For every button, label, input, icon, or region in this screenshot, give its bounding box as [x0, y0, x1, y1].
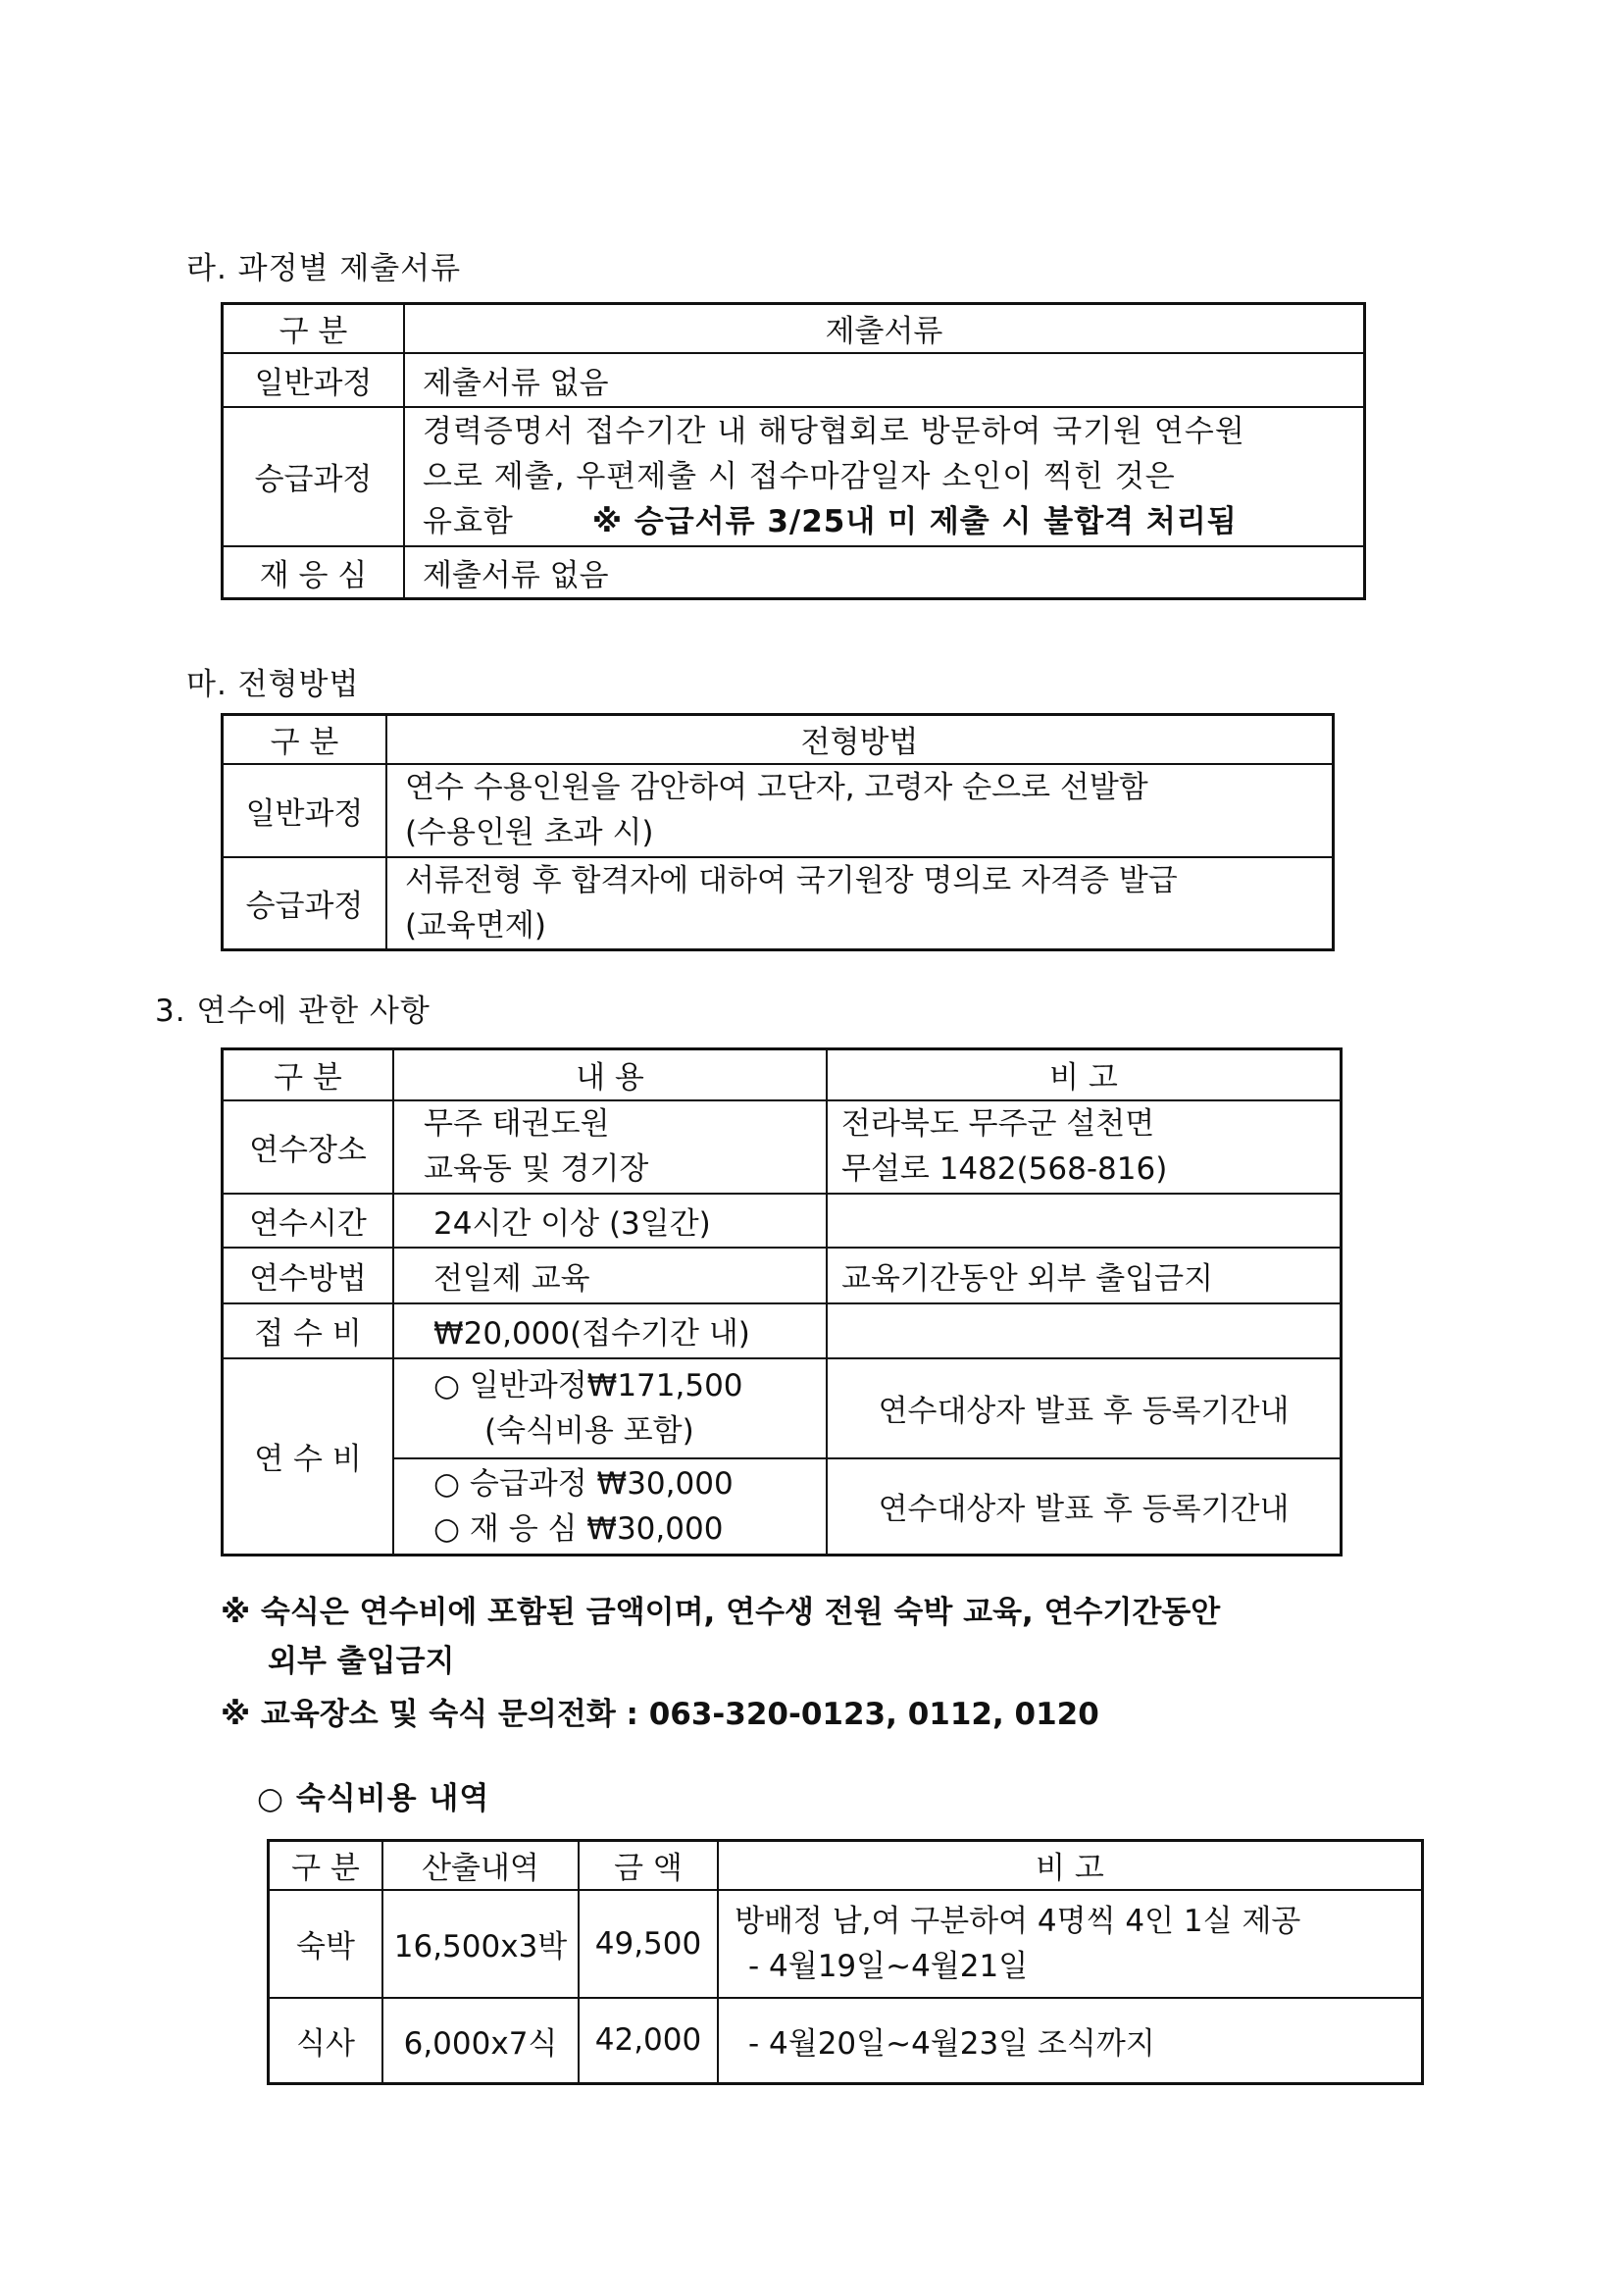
row-note-line: 전라북도 무주군 설천면	[841, 1106, 1155, 1142]
row-note: - 4월20일~4월23일 조식까지	[718, 1998, 1423, 2084]
row-label: 일반과정	[223, 353, 405, 407]
selection-method-table	[221, 713, 1335, 951]
row-note-line: 무설로 1482(568-816)	[841, 1151, 1168, 1187]
table-row	[223, 353, 1365, 407]
row-note: 연수대상자 발표 후 등록기간내	[827, 1458, 1342, 1556]
table-row	[223, 1100, 1342, 1194]
section-3-heading: 3. 연수에 관한 사항	[155, 994, 431, 1029]
meals-cost-heading: ○ 숙식비용 내역	[257, 1781, 490, 1816]
row-note: 연수대상자 발표 후 등록기간내	[827, 1358, 1342, 1458]
table-row	[223, 546, 1365, 599]
notice-line: 외부 출입금지	[268, 1644, 455, 1679]
submission-docs-table	[221, 302, 1366, 600]
row-content-line: (교육면제)	[405, 907, 546, 944]
table-header: 구 분	[269, 1841, 383, 1890]
table-row	[269, 1890, 1423, 1998]
row-content: 제출서류 없음	[404, 546, 1365, 599]
row-content-line: (수용인원 초과 시)	[405, 815, 654, 850]
row-content: 제출서류 없음	[404, 353, 1365, 407]
row-amount: 49,500	[579, 1890, 718, 1998]
row-label: 승급과정	[223, 407, 405, 546]
row-note-line: - 4월19일~4월21일	[748, 1948, 1029, 1984]
section-ra-heading: 라. 과정별 제출서류	[186, 251, 462, 286]
row-content-line: ○ 승급과정 ₩30,000	[433, 1465, 734, 1502]
table-row	[223, 857, 1334, 950]
table-row	[269, 1998, 1423, 2084]
row-label: 재 응 심	[223, 546, 405, 599]
row-label: 숙박	[269, 1890, 383, 1998]
table-row	[223, 1248, 1342, 1303]
row-label: 연수방법	[223, 1248, 394, 1303]
row-content-line: 서류전형 후 합격자에 대하여 국기원장 명의로 자격증 발급	[405, 862, 1178, 898]
row-content-line: 경력증명서 접수기간 내 해당협회로 방문하여 국기원 연수원	[423, 413, 1245, 449]
row-label: 승급과정	[223, 857, 387, 950]
row-note-line: 방배정 남,여 구분하여 4명씩 4인 1실 제공	[735, 1903, 1301, 1939]
table-row	[223, 1303, 1342, 1358]
row-label: 연수장소	[223, 1100, 394, 1194]
notice-meals	[221, 1588, 1446, 1686]
table-row	[223, 1194, 1342, 1248]
row-content: ₩20,000(접수기간 내)	[393, 1303, 827, 1358]
row-content-line: (숙식비용 포함)	[484, 1412, 694, 1449]
row-label: 접 수 비	[223, 1303, 394, 1358]
table-row	[223, 407, 1365, 546]
section-ma-heading: 마. 전형방법	[186, 667, 360, 702]
row-content-line: 무주 태권도원	[424, 1106, 610, 1142]
table-header: 구 분	[223, 1049, 394, 1100]
deadline-warning: ※ 승급서류 3/25내 미 제출 시 불합격 처리됨	[591, 503, 1238, 539]
row-amount: 42,000	[579, 1998, 718, 2084]
notice-line: ※ 숙식은 연수비에 포함된 금액이며, 연수생 전원 숙박 교육, 연수기간동안	[221, 1595, 1221, 1630]
row-content: 24시간 이상 (3일간)	[393, 1194, 827, 1248]
table-header: 전형방법	[386, 715, 1334, 764]
row-content-line: ○ 재 응 심 ₩30,000	[433, 1510, 724, 1547]
row-note: 교육기간동안 외부 출입금지	[827, 1248, 1342, 1303]
row-calc: 16,500x3박	[382, 1890, 579, 1998]
table-header: 비 고	[718, 1841, 1423, 1890]
row-content-line: ○ 일반과정₩171,500	[433, 1367, 743, 1403]
table-header: 구 분	[223, 715, 387, 764]
table-header: 비 고	[827, 1049, 1342, 1100]
table-header: 산출내역	[382, 1841, 579, 1890]
table-header: 내 용	[393, 1049, 827, 1100]
row-content-line: 연수 수용인원을 감안하여 고단자, 고령자 순으로 선발함	[405, 770, 1148, 805]
meals-cost-table	[267, 1839, 1424, 2085]
row-content-line: 유효함	[423, 503, 514, 539]
row-calc: 6,000x7식	[382, 1998, 579, 2084]
training-info-table	[221, 1047, 1343, 1556]
row-label: 연 수 비	[223, 1358, 394, 1556]
row-label: 연수시간	[223, 1194, 394, 1248]
table-header: 구 분	[223, 304, 405, 353]
row-content: 전일제 교육	[393, 1248, 827, 1303]
row-label: 식사	[269, 1998, 383, 2084]
table-row	[223, 764, 1334, 857]
table-row	[223, 1358, 1342, 1458]
row-content-line: 으로 제출, 우편제출 시 접수마감일자 소인이 찍힌 것은	[423, 458, 1176, 494]
row-content-line: 교육동 및 경기장	[424, 1151, 649, 1187]
table-header: 제출서류	[404, 304, 1365, 353]
notice-contact: ※ 교육장소 및 숙식 문의전화 : 063-320-0123, 0112, 0120	[221, 1697, 1099, 1732]
table-header: 금 액	[579, 1841, 718, 1890]
row-label: 일반과정	[223, 764, 387, 857]
